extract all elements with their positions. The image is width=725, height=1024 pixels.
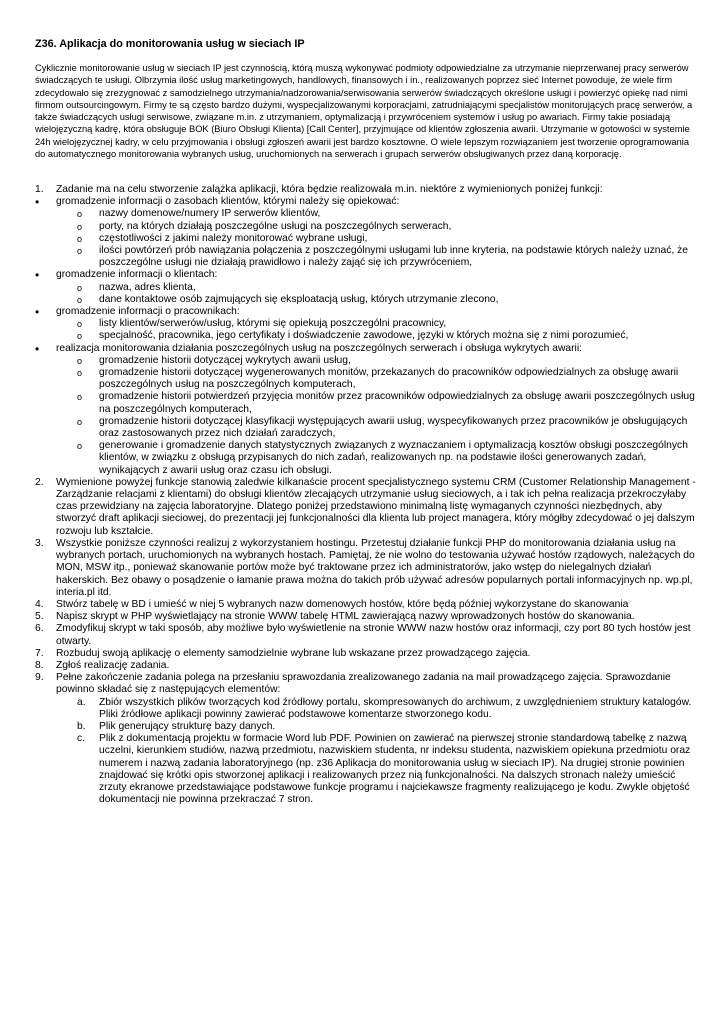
list-item-text: Zgłoś realizację zadania. [56,659,170,671]
list-item-text: listy klientów/serwerów/usług, którymi się opiekują poszczególni pracownicy, [99,318,447,330]
list-item [35,306,700,318]
task-list [35,184,700,806]
list-item-text: gromadzenie historii dotyczącej wykrytych awarii usług, [99,354,351,366]
list-item [35,367,700,391]
list-number: 9. [35,672,44,684]
list-item-text: Wymienione powyżej funkcje stanowią zaledwie kilkanaście procent specjalistycznego systemu CRM (Customer Relationship Management - Zarządzanie relacjami z klientami) do obsługi klientów zlecających utrzymanie usług sieciowych, a i tak ich pełna realizacja przekroczyłaby czas przewidziany na zajęcia laboratoryjne. Dlatego poniżej przedstawiono minimalną listę wymaganych czynności niezbędnych, aby stworzyć draft aplikacji sieciowej, do prezentacji jej funkcjonalności dla klienta lub project managera, który mógłby zdecydować o jej dalszym rozwoju lub kształcie. [56,476,696,537]
sub-bullet-marker: o [77,368,83,379]
bullet-marker: • [35,268,40,283]
list-item-text: Napisz skrypt w PHP wyświetlający na stronie WWW tabelę HTML zawierającą nazwy wprowadzonych hostów do skanowania. [56,611,635,623]
list-item [35,245,700,269]
list-item-text: Stwórz tabelę w BD i umieść w niej 5 wybranych nazw domenowych hostów, które będą później wykorzystane do skanowania [56,598,629,610]
list-item [35,196,700,208]
sub-bullet-marker: o [77,441,83,452]
bullet-marker: • [35,341,40,356]
document-title: Z36. Aplikacja do monitorowania usług w sieciach IP [35,38,305,50]
list-item-text: Plik z dokumentacją projektu w formacie Word lub PDF. Powinien on zawierać na pierwszej stronie standardową tabelkę z nazwą uczelni, kierunkiem studiów, nazwą przedmiotu, nazwiskiem studenta, nr indeksu studenta, nazwiskiem opiekuna przedmiotu oraz numerem i nazwą zadania laboratoryjnego (np. z36 Aplikacja do monitorowania usług w sieciach IP). Na drugiej stronie powinien znajdować się krótki opis stworzonej aplikacji i realizowanych przez nią funkcjonalności. Na dalszych stronach należy umieścić zrzuty ekranowe przedstawiające podstawowe funkcje programu i najciekawsze fragmenty realizującego je kodu. Zwykle objętość dokumentacji nie powinna przekraczać 7 stron. [99,733,691,806]
list-number: 8. [35,659,44,671]
list-item-text: Pełne zakończenie zadania polega na przesłaniu sprawozdania zrealizowanego zadania na mail prowadzącego zajęcia. Sprawozdanie powinno składać się z następujących elementów: [56,672,671,696]
list-item-text: nazwy domenowe/numery IP serwerów klientów, [99,208,321,220]
list-number: 4. [35,598,44,610]
list-number: b. [77,720,86,732]
list-number: 5. [35,611,44,623]
list-item-text: gromadzenie historii dotyczącej klasyfikacji występujących awarii usług, wyspecyfikowanych przez pracowników je obsługujących oraz zastosowanych przez nich działań zaradczych, [99,415,688,440]
sub-bullet-marker: o [77,209,83,220]
list-item [35,648,700,660]
list-item [35,733,700,806]
list-item-text: ilości powtórzeń prób nawiązania połączenia z poszczególnymi usługami lub inne kryteria, na podstawie których należy uznać, że poszczególne usługi nie działają prawidłowo i należy zająć się ich przywróceniem, [99,245,688,269]
list-item [35,697,700,721]
list-item-text: gromadzenie informacji o pracownikach: [56,306,240,318]
sub-bullet-marker: o [77,319,83,330]
sub-bullet-marker: o [77,282,83,293]
list-item [35,208,700,220]
list-item-text: gromadzenie historii potwierdzeń przyjęcia monitów przez pracowników odpowiedzialnych za obsługę awarii poszczególnych usług na poszczególnych komputerach, [99,391,695,415]
list-item [35,440,700,477]
list-item-text: Wszystkie poniższe czynności realizuj z wykorzystaniem hostingu. Przetestuj działanie funkcji PHP do monitorowania działania usług na wybranych portach, uruchomionych na wybranych hostach. Pamiętaj, że nie wolno do testowania używać hostów rządowych, należących do MON, MSW itp., ponieważ skanowanie portów może być traktowane przez ich administratorów, jako wstęp do nielegalnych działań hakerskich. Bez obawy o posądzenie o łamanie prawa można do takich prób używać adresów popularnych portali informacyjnych np. wp.pl, interia.pl itd. [56,537,695,598]
list-item [35,721,700,733]
list-item-text: Zadanie ma na celu stworzenie zalążka aplikacji, która będzie realizowała m.in. niektóre z wymienionych poniżej funkcji: [56,184,603,195]
sub-bullet-marker: o [77,294,83,305]
list-item [35,330,700,342]
list-item-text: częstotliwości z jakimi należy monitorować wybrane usługi, [99,232,368,244]
list-item [35,318,700,330]
list-item-text: Rozbuduj swoją aplikację o elementy samodzielnie wybrane lub wskazane przez prowadzącego zajęcia. [56,647,531,659]
list-item-text: nazwa, adres klienta, [99,281,196,293]
list-item-text: realizacja monitorowania działania poszczególnych usług na poszczególnych serwerach i obsługa wykrytych awarii: [56,342,582,354]
list-item [35,391,700,415]
list-number: 7. [35,647,44,659]
sub-bullet-marker: o [77,233,83,244]
sub-bullet-marker: o [77,416,83,427]
list-item [35,660,700,672]
list-item [35,355,700,367]
list-item [35,623,700,647]
list-number: c. [77,733,86,745]
list-number: 2. [35,476,44,488]
list-item-text: Plik generujący strukturę bazy danych. [99,720,276,732]
list-item [35,477,700,538]
list-item [35,599,700,611]
list-item-text: gromadzenie informacji o zasobach klientów, którymi należy się opiekować: [56,196,400,208]
sub-bullet-marker: o [77,246,83,257]
list-item [35,269,700,281]
list-item-text: gromadzenie informacji o klientach: [56,269,218,281]
list-item [35,538,700,599]
list-item [35,416,700,440]
list-item-text: Zmodyfikuj skrypt w taki sposób, aby możliwe było wyświetlenie na stronie WWW nazw hostów oraz informacji, czy port 80 tych hostów jest otwarty. [56,623,691,647]
list-number: 1. [35,184,44,195]
list-number: a. [77,696,86,708]
list-item [35,184,700,196]
list-item-text: dane kontaktowe osób zajmujących się eksploatacją usług, których utrzymanie zlecono, [99,293,499,305]
list-item [35,233,700,245]
list-item-text: gromadzenie historii dotyczącej wygenerowanych monitów, przekazanych do pracowników odpowiedzialnych za obsługę awarii poszczególnych usług na poszczególnych komputerach, [99,367,679,391]
list-item [35,611,700,623]
list-item [35,343,700,355]
list-item-text: specjalność, pracownika, jego certyfikaty i doświadczenie zawodowe, języki w których można się z nimi porozumieć, [99,330,629,342]
sub-bullet-marker: o [77,392,83,403]
list-item [35,282,700,294]
sub-bullet-marker: o [77,221,83,232]
list-number: 6. [35,623,44,635]
sub-bullet-marker: o [77,355,83,366]
sub-bullet-marker: o [77,331,83,342]
bullet-marker: • [35,195,40,210]
list-item [35,294,700,306]
intro-paragraph: Cyklicznie monitorowanie usług w sieciach IP jest czynnością, którą muszą wykonywać podmioty odpowiedzialne za utrzymanie nieprzerwanej pracy serwerów świadczących te usługi. Olbrzymia ilość usług marketingowych, handlowych, finansowych i in., realizowanych poprzez sieć Internet powoduje, że wiele firm zdecydowało się zrezygnować z samodzielnego utrzymania/nadzorowania/serwisowania serwerów świadczących określone usługi i powierzyć opiekę nad nimi firmom outsourcingowym. Firmy te są często bardzo dużymi, wyspecjalizowanymi korporacjami, zatrudniającymi specjalistów monitorujących pracę serwerów, a także świadczących usługi serwisowe, związane m.in. z utrzymaniem, optymalizacją i przywróceniem systemów i usług po awariach. Firmy takie posiadają wielojęzyczną kadrę, która obsługuje BOK (Biuro Obsługi Klienta) [Call Center], przyjmujące od klientów zgłoszenia awarii. Utrzymanie w gotowości w systemie 24h wielojęzycznej kadry, w celu przyjmowania i obsługi zgłoszeń awarii jest bardzo kosztowne. O wiele lepszym rozwiązaniem jest tworzenie oprogramowania do automatycznego monitorowania wybranych usług, uruchomionych na serwerach i grupach serwerów obsługiwanych przez daną korporację. [35,63,693,160]
list-number: 3. [35,537,44,549]
list-item [35,221,700,233]
list-item [35,672,700,696]
bullet-marker: • [35,305,40,320]
list-item-text: Zbiór wszystkich plików tworzących kod źródłowy portalu, skompresowanych do archiwum, z uwzględnieniem struktury katalogów. Pliki źródłowe aplikacji powinny zawierać podstawowe komentarze stworzonego kodu. [99,696,692,720]
list-item-text: generowanie i gromadzenie danych statystycznych związanych z wyznaczaniem i optymalizacją kosztów obsługi poszczególnych klientów, w związku z obsługą przypisanych do nich zadań, realizowanych np. na podstawie ilości generowanych zadań, wynikających z awarii usług oraz czasu ich obsługi. [99,440,688,476]
list-item-text: porty, na których działają poszczególne usługi na poszczególnych serwerach, [99,220,452,232]
